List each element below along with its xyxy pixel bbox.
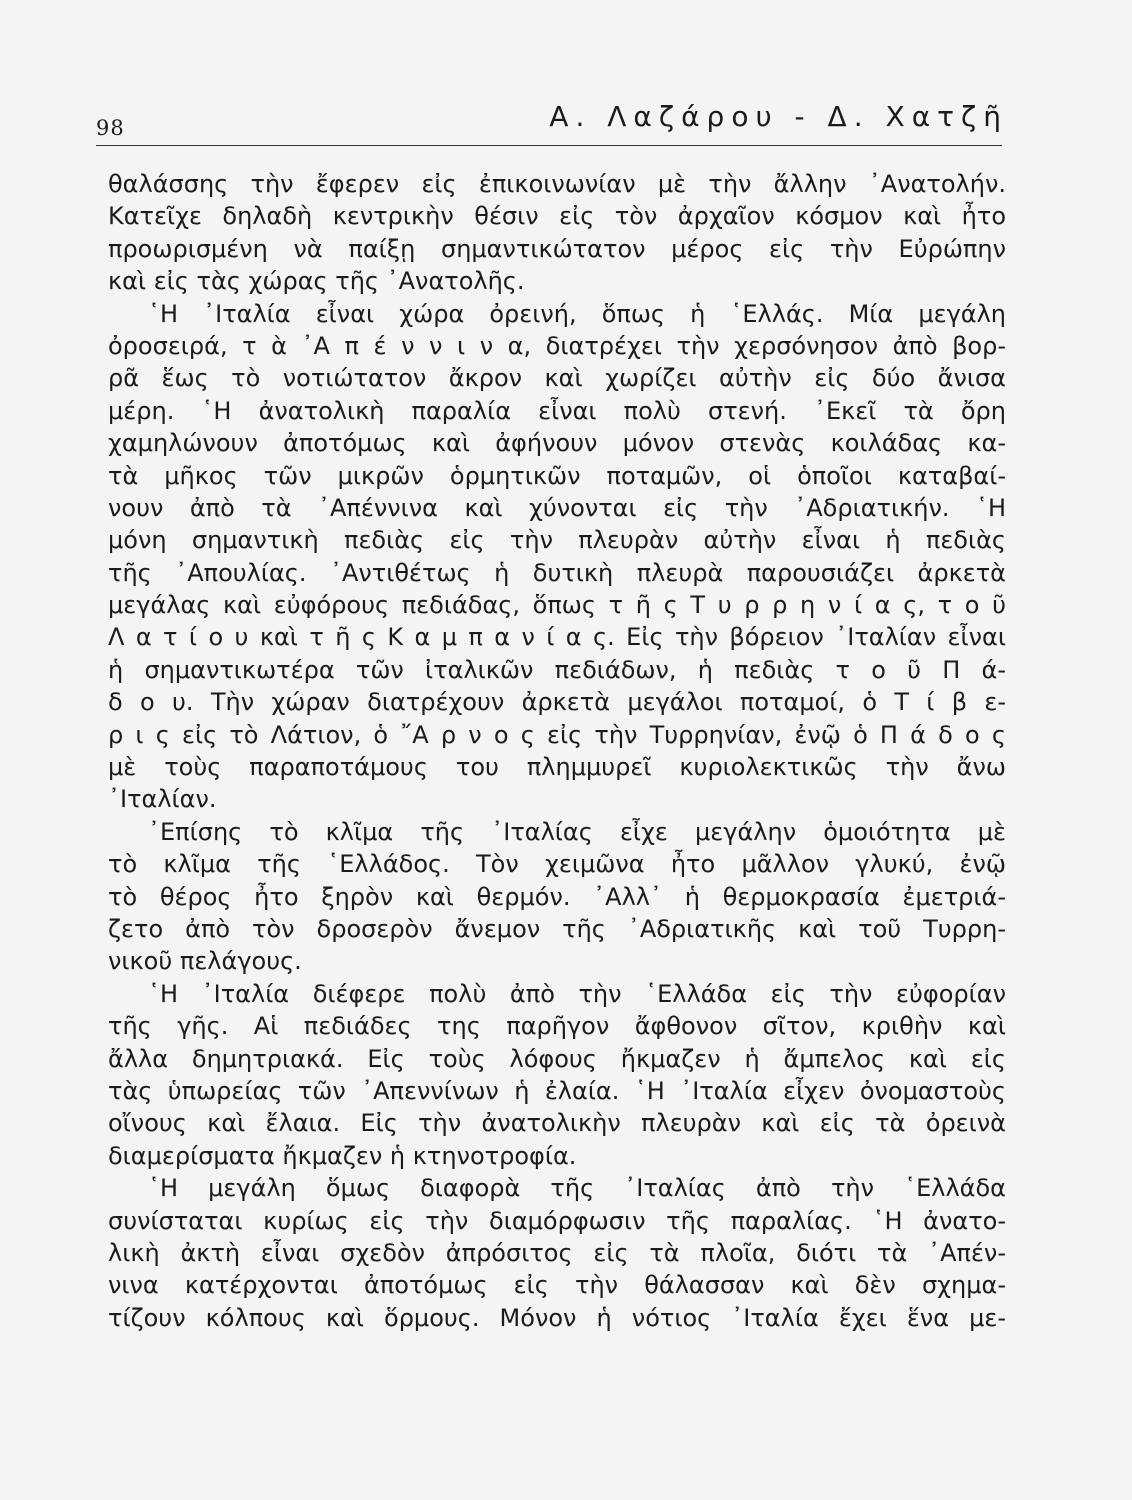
text-line: τὸ κλῖμα τῆς ῾Ελλάδος. Τὸν χειμῶνα ἦτο μᾶλλον γλυκύ, ἐνῷ (108, 850, 1006, 879)
text-line: τῆς γῆς. Αἱ πεδιάδες της παρῆγον ἄφθονον σῖτον, κριθὴν καὶ (108, 1012, 1006, 1041)
header-rule (96, 145, 1002, 146)
text-line: διαμερίσματα ἤκμαζεν ἡ κτηνοτροφία. (108, 1141, 577, 1170)
text-line: λικὴ ἀκτὴ εἶναι σχεδὸν ἀπρόσιτος εἰς τὰ πλοῖα, διότι τὰ ᾿Απέν- (108, 1238, 1006, 1267)
text-line: ᾿Ιταλίαν. (108, 785, 217, 814)
text-line: ρ ι ς εἰς τὸ Λάτιον, ὁ ῎Α ρ ν ο ς εἰς τὴν Τυρρηνίαν, ἐνῷ ὁ Π ά δ ο ς (108, 720, 1006, 749)
page-number: 98 (96, 116, 125, 140)
text-line: ζετο ἀπὸ τὸν δροσερὸν ἄνεμον τῆς ᾿Αδριατικῆς καὶ τοῦ Τυρρη- (108, 914, 1006, 943)
running-head-authors: Α. Λαζάρου - Δ. Χατζῆ (549, 100, 1008, 133)
text-line: μὲ τοὺς παραποτάμους του πλημμυρεῖ κυριολεκτικῶς τὴν ἄνω (108, 753, 1006, 782)
text-line: ῾Η ᾿Ιταλία εἶναι χώρα ὀρεινή, ὅπως ἡ ῾Ελλάς. Μία μεγάλη (148, 299, 1006, 328)
text-line: χαμηλώνουν ἀποτόμως καὶ ἀφήνουν μόνον στενὰς κοιλάδας κα- (108, 429, 1006, 458)
text-line: συνίσταται κυρίως εἰς τὴν διαμόρφωσιν τῆς παραλίας. ῾Η ἀνατο- (108, 1206, 1006, 1235)
text-line: τὰ μῆκος τῶν μικρῶν ὁρμητικῶν ποταμῶν, οἱ ὁποῖοι καταβαί- (108, 461, 1006, 490)
text-line: Κατεῖχε δηλαδὴ κεντρικὴν θέσιν εἰς τὸν ἀρχαῖον κόσμον καὶ ἦτο (108, 202, 1006, 231)
text-line: ἡ σημαντικωτέρα τῶν ἰταλικῶν πεδιάδων, ἡ πεδιὰς τ ο ῦ Π ά- (108, 655, 1006, 684)
text-line: νικοῦ πελάγους. (108, 947, 302, 976)
page-header (96, 98, 1008, 138)
text-line: δ ο υ. Τὴν χώραν διατρέχουν ἀρκετὰ μεγάλοι ποταμοί, ὁ Τ ί β ε- (108, 688, 1006, 717)
text-line: θαλάσσης τὴν ἔφερεν εἰς ἐπικοινωνίαν μὲ τὴν ἄλλην ᾿Ανατολήν. (108, 170, 1006, 198)
body-text (108, 168, 1006, 1334)
text-line: Λ α τ ί ο υ καὶ τ ῆ ς Κ α μ π α ν ί α ς. Εἰς τὴν βόρειον ᾿Ιταλίαν εἶναι (108, 623, 1006, 652)
text-line: μέρη. ῾Η ἀνατολικὴ παραλία εἶναι πολὺ στενή. ᾿Εκεῖ τὰ ὄρη (108, 396, 1006, 425)
text-line: ᾿Επίσης τὸ κλῖμα τῆς ᾿Ιταλίας εἶχε μεγάλην ὁμοιότητα μὲ (148, 817, 1006, 846)
text-line: ἄλλα δημητριακά. Εἰς τοὺς λόφους ἤκμαζεν ἡ ἄμπελος καὶ εἰς (108, 1044, 1006, 1073)
text-line: ῾Η ᾿Ιταλία διέφερε πολὺ ἀπὸ τὴν ῾Ελλάδα εἰς τὴν εὐφορίαν (148, 979, 1006, 1008)
text-line: τίζουν κόλπους καὶ ὅρμους. Μόνον ἡ νότιος ᾿Ιταλία ἔχει ἕνα με- (108, 1303, 1006, 1332)
text-line: τὰς ὑπωρείας τῶν ᾿Απεννίνων ἡ ἐλαία. ῾Η ᾿Ιταλία εἶχεν ὀνομαστοὺς (108, 1076, 1006, 1105)
text-line: οἴνους καὶ ἔλαια. Εἰς τὴν ἀνατολικὴν πλευρὰν καὶ εἰς τὰ ὀρεινὰ (108, 1109, 1006, 1138)
text-line: καὶ εἰς τὰς χώρας τῆς ᾿Ανατολῆς. (108, 267, 525, 296)
text-line: ὀροσειρά, τ ὰ ᾿Α π έ ν ν ι ν α, διατρέχει τὴν χερσόνησον ἀπὸ βορ- (108, 331, 1006, 360)
text-line: μόνη σημαντικὴ πεδιὰς εἰς τὴν πλευρὰν αὐτὴν εἶναι ἡ πεδιὰς (108, 526, 1006, 555)
text-line: προωρισμένη νὰ παίξῃ σημαντικώτατον μέρος εἰς τὴν Εὐρώπην (108, 234, 1006, 263)
text-line: ρᾶ ἕως τὸ νοτιώτατον ἄκρον καὶ χωρίζει αὐτὴν εἰς δύο ἄνισα (108, 364, 1006, 393)
text-line: μεγάλας καὶ εὐφόρους πεδιάδας, ὅπως τ ῆ ς Τ υ ρ ρ η ν ί α ς, τ ο ῦ (108, 591, 1006, 620)
text-line: τὸ θέρος ἦτο ξηρὸν καὶ θερμόν. ᾿Αλλ᾿ ἡ θερμοκρασία ἐμετριά- (108, 882, 1006, 911)
text-line: τῆς ᾿Απουλίας. ᾿Αντιθέτως ἡ δυτικὴ πλευρὰ παρουσιάζει ἀρκετὰ (108, 558, 1006, 587)
text-line: ῾Η μεγάλη ὅμως διαφορὰ τῆς ᾿Ιταλίας ἀπὸ τὴν ῾Ελλάδα (148, 1174, 1006, 1203)
text-line: νουν ἀπὸ τὰ ᾿Απέννινα καὶ χύνονται εἰς τὴν ᾿Αδριατικήν. ῾Η (108, 493, 1006, 522)
text-line: νινα κατέρχονται ἀποτόμως εἰς τὴν θάλασσαν καὶ δὲν σχημα- (108, 1271, 1006, 1300)
